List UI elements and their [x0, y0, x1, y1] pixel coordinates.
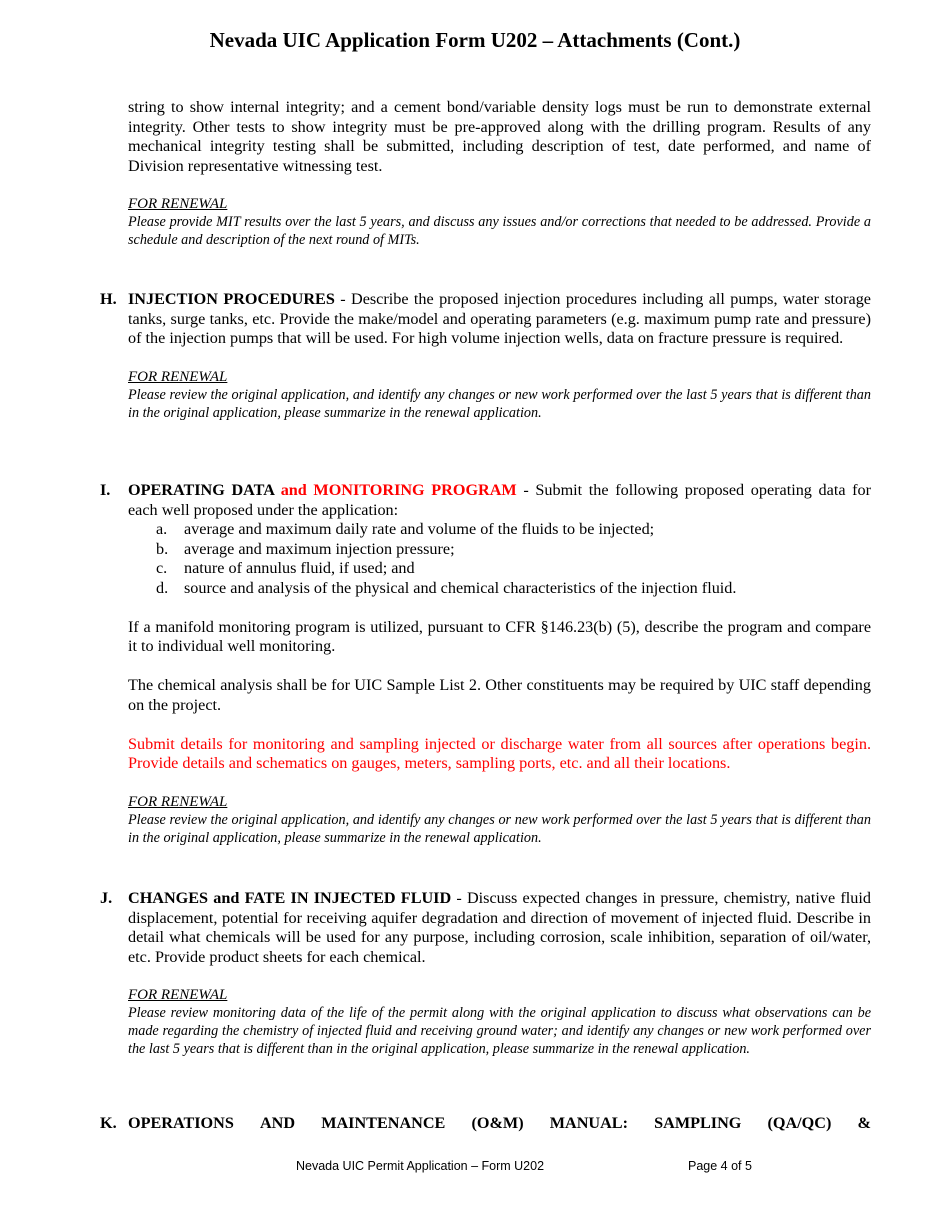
- section-text: - Describe the proposed injection procedures including all pumps, water storage tanks, surge tanks, etc. Provide the make/model and operating parameters (e.g. maximum pump rate and pressure) of the injection pumps that will be used. For high volume injection wells, data on fracture pressure is required.: [128, 290, 871, 347]
- heading-word: OPERATIONS: [128, 1114, 234, 1132]
- section-g-text: string to show internal integrity; and a cement bond/variable density logs must be run to demonstrate external integrity. Other tests to show integrity must be pre-approved along with the drilling program. Results of any mechanical integrity testing shall be submitted, including description of test, date performed, and name of Division representative witnessing test.: [128, 98, 871, 175]
- list-item: [156, 559, 871, 579]
- section-letter: I.: [100, 481, 111, 499]
- renewal-heading: FOR RENEWAL: [128, 793, 228, 810]
- renewal-heading: FOR RENEWAL: [128, 368, 228, 385]
- list-item: [156, 540, 871, 560]
- list-item: [156, 579, 871, 599]
- section-j-body: [128, 889, 871, 967]
- manifold-paragraph: If a manifold monitoring program is utilized, pursuant to CFR §146.23(b) (5), describe the program and compare it to individual well monitoring.: [128, 617, 871, 655]
- renewal-heading: FOR RENEWAL: [128, 987, 228, 1003]
- section-g-continued: [128, 98, 871, 249]
- monitoring-details-paragraph: Submit details for monitoring and sampling injected or discharge water from all sources after operations begin. Provide details and schematics on gauges, meters, sampling ports, etc. and all their locations.: [128, 734, 871, 772]
- section-i-body: [128, 481, 871, 520]
- list-item-text: average and maximum daily rate and volume of the fluids to be injected;: [184, 520, 655, 538]
- section-j: [128, 889, 871, 1058]
- heading-word: (O&M): [471, 1114, 524, 1132]
- section-h-body: [128, 290, 871, 349]
- list-marker: b.: [156, 539, 169, 558]
- page-title: Nevada UIC Application Form U202 – Attachments (Cont.): [209, 28, 741, 52]
- section-heading: OPERATING DATA: [128, 481, 281, 499]
- heading-word: MANUAL:: [549, 1114, 628, 1132]
- renewal-text: Please review monitoring data of the life of the permit along with the original application to discuss what observations can be made regarding the chemistry of injected fluid and receiving ground water; and identify any changes or new work performed over the last 5 years that is different than in the original application, please summarize in the renewal application.: [128, 1005, 871, 1057]
- list-item-text: nature of annulus fluid, if used; and: [184, 559, 415, 577]
- heading-word: (QA/QC): [767, 1114, 832, 1132]
- footer-page-number: Page 4 of 5: [688, 1159, 752, 1173]
- list-marker: d.: [156, 578, 169, 597]
- renewal-text: Please provide MIT results over the last 5 years, and discuss any issues and/or corrections that needed to be addressed. Provide a schedule and description of the next round of MITs.: [128, 214, 871, 248]
- heading-word: AND: [259, 1114, 296, 1132]
- list-item-text: source and analysis of the physical and chemical characteristics of the injection fluid.: [184, 578, 737, 597]
- renewal-text: Please review the original application, and identify any changes or new work performed over the last 5 years that is different than in the original application, please summarize in the renewal application.: [128, 386, 871, 421]
- section-heading: INJECTION PROCEDURES: [128, 290, 335, 308]
- section-k-heading: [128, 1114, 871, 1133]
- list-marker: a.: [156, 520, 168, 538]
- renewal-text: Please review the original application, and identify any changes or new work performed over the last 5 years that is different than in the original application, please summarize in the renewal application.: [128, 811, 871, 846]
- section-text: - Discuss expected changes in pressure, chemistry, native fluid displacement, potential for receiving aquifer degradation and direction of movement of injected fluid. Describe in detail what chemicals will be used for any purpose, including corrosion, scale inhibition, separation of oil/water, etc. Provide product sheets for each chemical.: [128, 889, 871, 966]
- heading-word: &: [857, 1114, 871, 1132]
- renewal-heading: FOR RENEWAL: [128, 196, 228, 212]
- section-heading-red: and MONITORING PROGRAM: [280, 481, 517, 499]
- list-item-text: average and maximum injection pressure;: [184, 539, 455, 558]
- section-h: [128, 290, 871, 422]
- section-heading: CHANGES and FATE IN INJECTED FLUID: [128, 889, 452, 907]
- heading-word: SAMPLING: [654, 1114, 742, 1132]
- section-letter: H.: [100, 290, 117, 308]
- operating-data-list: [128, 520, 871, 598]
- section-letter: J.: [100, 889, 113, 907]
- chemical-analysis-paragraph: The chemical analysis shall be for UIC Sample List 2. Other constituents may be required by UIC staff depending on the project.: [128, 676, 871, 714]
- heading-word: MAINTENANCE: [321, 1114, 446, 1132]
- section-letter: K.: [100, 1114, 117, 1132]
- footer-form-name: Nevada UIC Permit Application – Form U202: [296, 1159, 545, 1173]
- list-item: [156, 520, 871, 540]
- section-text: - Submit the following proposed operating data for each well proposed under the application:: [128, 481, 872, 519]
- list-marker: c.: [156, 559, 168, 577]
- section-i: [128, 481, 871, 847]
